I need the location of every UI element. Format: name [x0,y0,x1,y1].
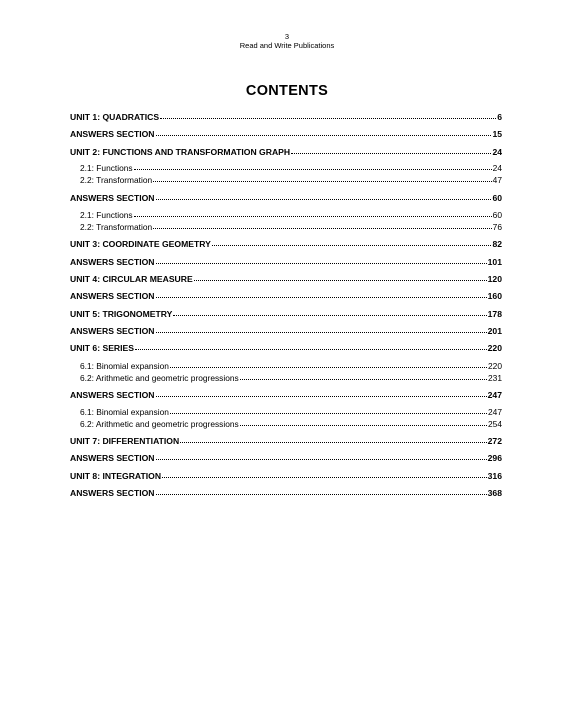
toc-entry-label: ANSWERS SECTION [70,129,155,139]
dot-leader [156,452,487,461]
page-header [0,32,574,50]
toc-entry-label: 2.2: Transformation [80,175,153,185]
dot-leader [156,325,487,334]
toc-entry-page: 220 [487,343,502,353]
toc-entry[interactable] [80,406,502,418]
toc-entry[interactable] [70,256,502,268]
toc-entry[interactable] [70,128,502,140]
toc-entry-label: UNIT 4: CIRCULAR MEASURE [70,274,193,284]
dot-leader [156,256,487,265]
dot-leader [240,418,487,427]
page-title: CONTENTS [245,83,329,99]
toc-entry-page: 247 [488,407,502,417]
dot-leader [153,221,492,230]
toc-entry-page: 60 [492,210,502,220]
toc-entry-label: ANSWERS SECTION [70,390,155,400]
toc-entry[interactable] [70,308,502,320]
toc-entry-label: ANSWERS SECTION [70,257,155,267]
toc-entry-label: ANSWERS SECTION [70,453,155,463]
toc-entry-label: ANSWERS SECTION [70,326,155,336]
toc-entry[interactable] [80,418,502,430]
dot-leader [156,128,492,137]
toc-entry-page: 201 [487,326,502,336]
dot-leader [291,146,491,155]
toc-entry[interactable] [70,452,502,464]
dot-leader [180,435,486,444]
toc-entry-page: 368 [487,488,502,498]
dot-leader [173,308,486,317]
dot-leader [170,360,487,369]
dot-leader [240,372,487,381]
toc-entry[interactable] [70,111,502,123]
toc-entry-label: 2.1: Functions [80,210,133,220]
dot-leader [156,487,487,496]
toc-entry-label: UNIT 8: INTEGRATION [70,471,162,481]
toc-entry[interactable] [80,221,502,233]
toc-entry[interactable] [70,192,502,204]
toc-entry-label: UNIT 6: SERIES [70,343,134,353]
toc-entry-label: ANSWERS SECTION [70,488,155,498]
toc-entry-label: ANSWERS SECTION [70,291,155,301]
toc-entry-label: 2.1: Functions [80,163,133,173]
toc-entry[interactable] [70,470,502,482]
toc-entry-page: 231 [488,373,502,383]
toc-entry-page: 296 [487,453,502,463]
toc-entry[interactable] [80,162,502,174]
dot-leader [135,342,487,351]
toc-entry-label: 6.1: Binomial expansion [80,407,169,417]
toc-entry-page: 120 [487,274,502,284]
toc-entry[interactable] [70,325,502,337]
toc-entry-label: UNIT 1: QUADRATICS [70,112,160,122]
page-number: 3 [284,32,290,41]
toc-entry-label: UNIT 5: TRIGONOMETRY [70,309,173,319]
toc-entry-page: 15 [492,129,502,139]
dot-leader [156,389,487,398]
toc-entry-label: 6.1: Binomial expansion [80,361,169,371]
toc-entry[interactable] [70,146,502,158]
toc-entry-page: 220 [488,361,502,371]
toc-entry[interactable] [70,389,502,401]
toc-entry-page: 60 [492,193,502,203]
dot-leader [170,406,487,415]
toc-entry-page: 254 [488,419,502,429]
toc-entry[interactable] [80,372,502,384]
toc-entry-page: 82 [492,239,502,249]
toc-entry[interactable] [80,174,502,186]
toc-entry-page: 24 [492,163,502,173]
toc-entry[interactable] [70,435,502,447]
toc-entry-page: 101 [487,257,502,267]
dot-leader [212,238,492,247]
toc-entry-label: UNIT 3: COORDINATE GEOMETRY [70,239,211,249]
toc-entry-page: 272 [487,436,502,446]
publisher-name: Read and Write Publications [239,41,335,50]
toc-entry-page: 6 [497,112,502,122]
toc-entry[interactable] [70,290,502,302]
dot-leader [194,273,487,282]
toc-entry-page: 316 [487,471,502,481]
toc-entry[interactable] [70,273,502,285]
toc-entry[interactable] [70,342,502,354]
toc-entry-label: 6.2: Arithmetic and geometric progressions [80,419,239,429]
dot-leader [134,162,492,171]
dot-leader [153,174,492,183]
toc-entry[interactable] [80,209,502,221]
dot-leader [134,209,492,218]
toc-entry[interactable] [70,238,502,250]
toc-entry-label: ANSWERS SECTION [70,193,155,203]
dot-leader [160,111,496,120]
toc-entry-page: 47 [492,175,502,185]
dot-leader [156,290,487,299]
toc-entry-page: 247 [487,390,502,400]
toc-entry-page: 160 [487,291,502,301]
toc-entry[interactable] [70,487,502,499]
toc-entry-page: 24 [492,147,502,157]
toc-entry[interactable] [80,360,502,372]
dot-leader [162,470,487,479]
toc-entry-page: 178 [487,309,502,319]
toc-entry-label: 6.2: Arithmetic and geometric progressions [80,373,239,383]
toc-entry-label: UNIT 7: DIFFERENTIATION [70,436,180,446]
toc-entry-label: UNIT 2: FUNCTIONS AND TRANSFORMATION GRAPH [70,147,291,157]
toc-entry-page: 76 [492,222,502,232]
toc-entry-label: 2.2: Transformation [80,222,153,232]
dot-leader [156,192,492,201]
